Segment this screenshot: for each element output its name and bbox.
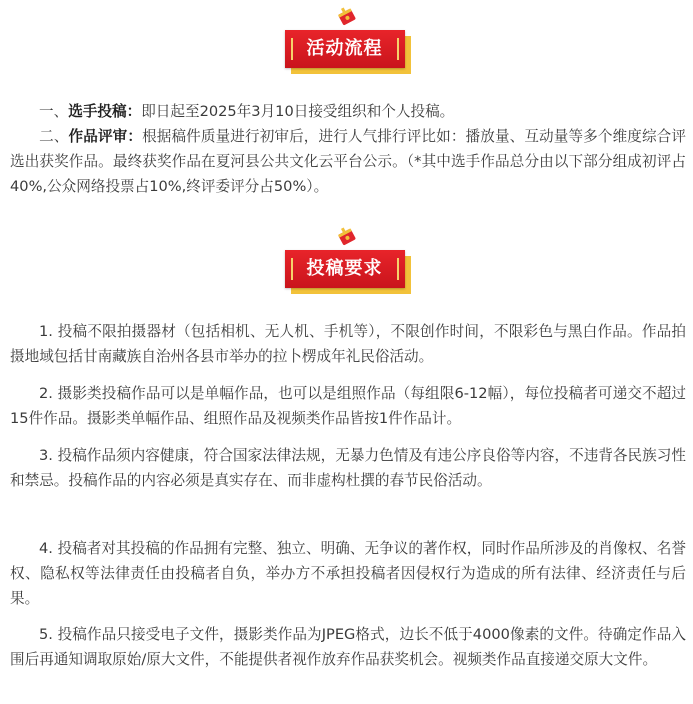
section-title-banner [285,250,409,294]
flow-item-text: 即日起至2025年3月10日接受组织和个人投稿。 [141,103,455,120]
red-envelope-firecracker-icon [335,6,359,28]
red-envelope-firecracker-icon [335,226,359,248]
section-header-flow [0,6,693,74]
section-title: 投稿要求 [306,258,383,279]
flow-item: 一、选手投稿：即日起至2025年3月10日接受组织和个人投稿。 [39,103,455,120]
section-title: 活动流程 [306,38,383,59]
flow-item-label: 选手投稿： [68,103,142,120]
section-header-requirements [0,226,693,294]
flow-item-label: 作品评审： [68,128,143,145]
requirement-item: 4. 投稿者对其投稿的作品拥有完整、独立、明确、无争议的著作权，同时作品所涉及的肖像权、名誉权、隐私权等法律责任由投稿者自负，举办方不承担投稿者因侵权行为造成的所有法律、经济责任与后果。 [10,540,686,607]
requirement-item: 2. 摄影类投稿作品可以是单幅作品，也可以是组照作品（每组限6-12幅），每位投稿者可递交不超过15件作品。摄影类单幅作品、组照作品及视频类作品皆按1件作品计。 [10,385,686,427]
flow-item: 二、作品评审：根据稿件质量进行初审后，进行人气排行评比如：播放量、互动量等多个维度综合评选出获奖作品。最终获奖作品在夏河县公共文化云平台公示。（*其中选手作品总分由以下部分组成初评占40%,公众网络投票占10%,终评委评分占50%）。 [10,128,686,195]
requirement-item: 1. 投稿不限拍摄器材（包括相机、无人机、手机等），不限创作时间，不限彩色与黑白作品。作品拍摄地域包括甘南藏族自治州各县市举办的拉卜楞成年礼民俗活动。 [10,323,686,365]
requirement-item: 5. 投稿作品只接受电子文件，摄影类作品为JPEG格式，边长不低于4000像素的文件。待确定作品入围后再通知调取原始/原大文件，不能提供者视作放弃作品获奖机会。视频类作品直接递交原大文件。 [10,626,686,668]
requirement-item: 3. 投稿作品须内容健康，符合国家法律法规，无暴力色情及有违公序良俗等内容，不违背各民族习性和禁忌。投稿作品的内容必须是真实存在、而非虚构杜撰的春节民俗活动。 [10,447,686,489]
flow-item-text: 根据稿件质量进行初审后，进行人气排行评比如：播放量、互动量等多个维度综合评选出获奖作品。最终获奖作品在夏河县公共文化云平台公示。（*其中选手作品总分由以下部分组成初评占40%,公众网络投票占10%,终评委评分占50%）。 [10,128,686,195]
section-title-banner [285,30,409,74]
